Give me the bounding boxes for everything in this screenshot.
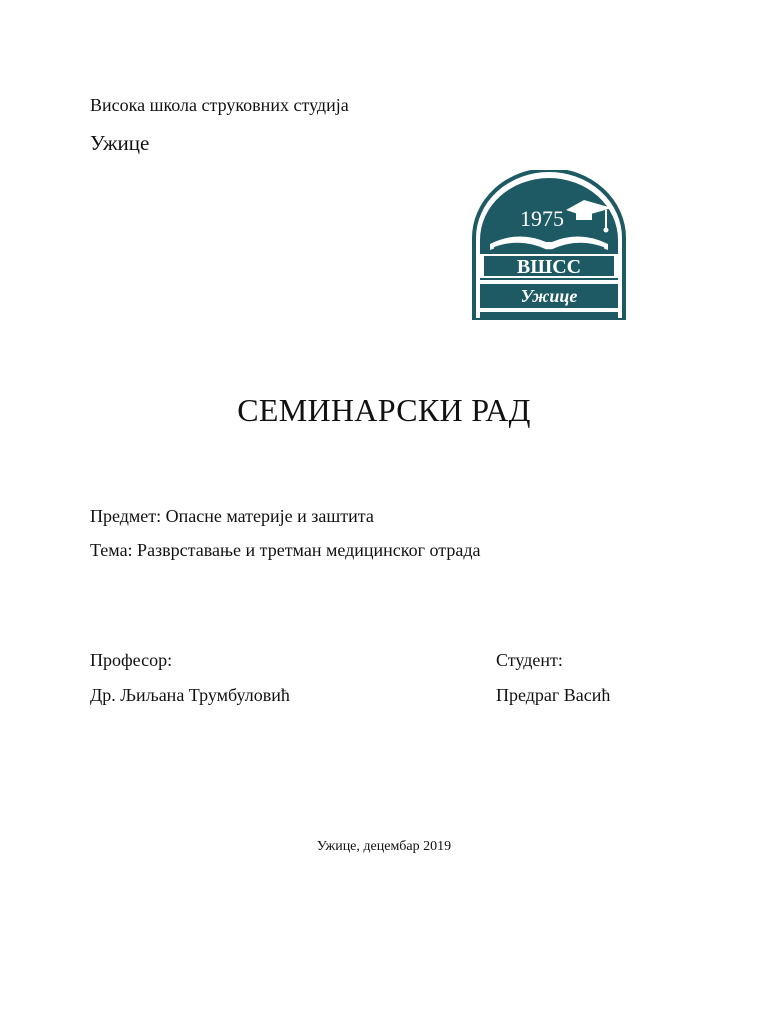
logo-abbr: ВШСС [516,256,582,278]
logo-city: Ужице [520,286,578,306]
institution-name: Висока школа струковних студија [90,95,349,115]
topic-line: Тема: Разврставање и третман медицинског отрада [90,540,481,560]
document-title: СЕМИНАРСКИ РАД [237,392,531,428]
student-label: Студент: [496,650,563,670]
institution-city: Ужице [90,131,150,155]
school-logo [472,170,626,320]
professor-label: Професор: [90,650,173,670]
professor-name: Др. Љиљана Трумбуловић [90,685,290,705]
subject-line: Предмет: Опасне материје и заштита [90,506,374,526]
logo-year: 1975 [520,206,564,231]
student-name: Предраг Васић [496,685,611,705]
place-and-date: Ужице, децембар 2019 [316,839,452,854]
